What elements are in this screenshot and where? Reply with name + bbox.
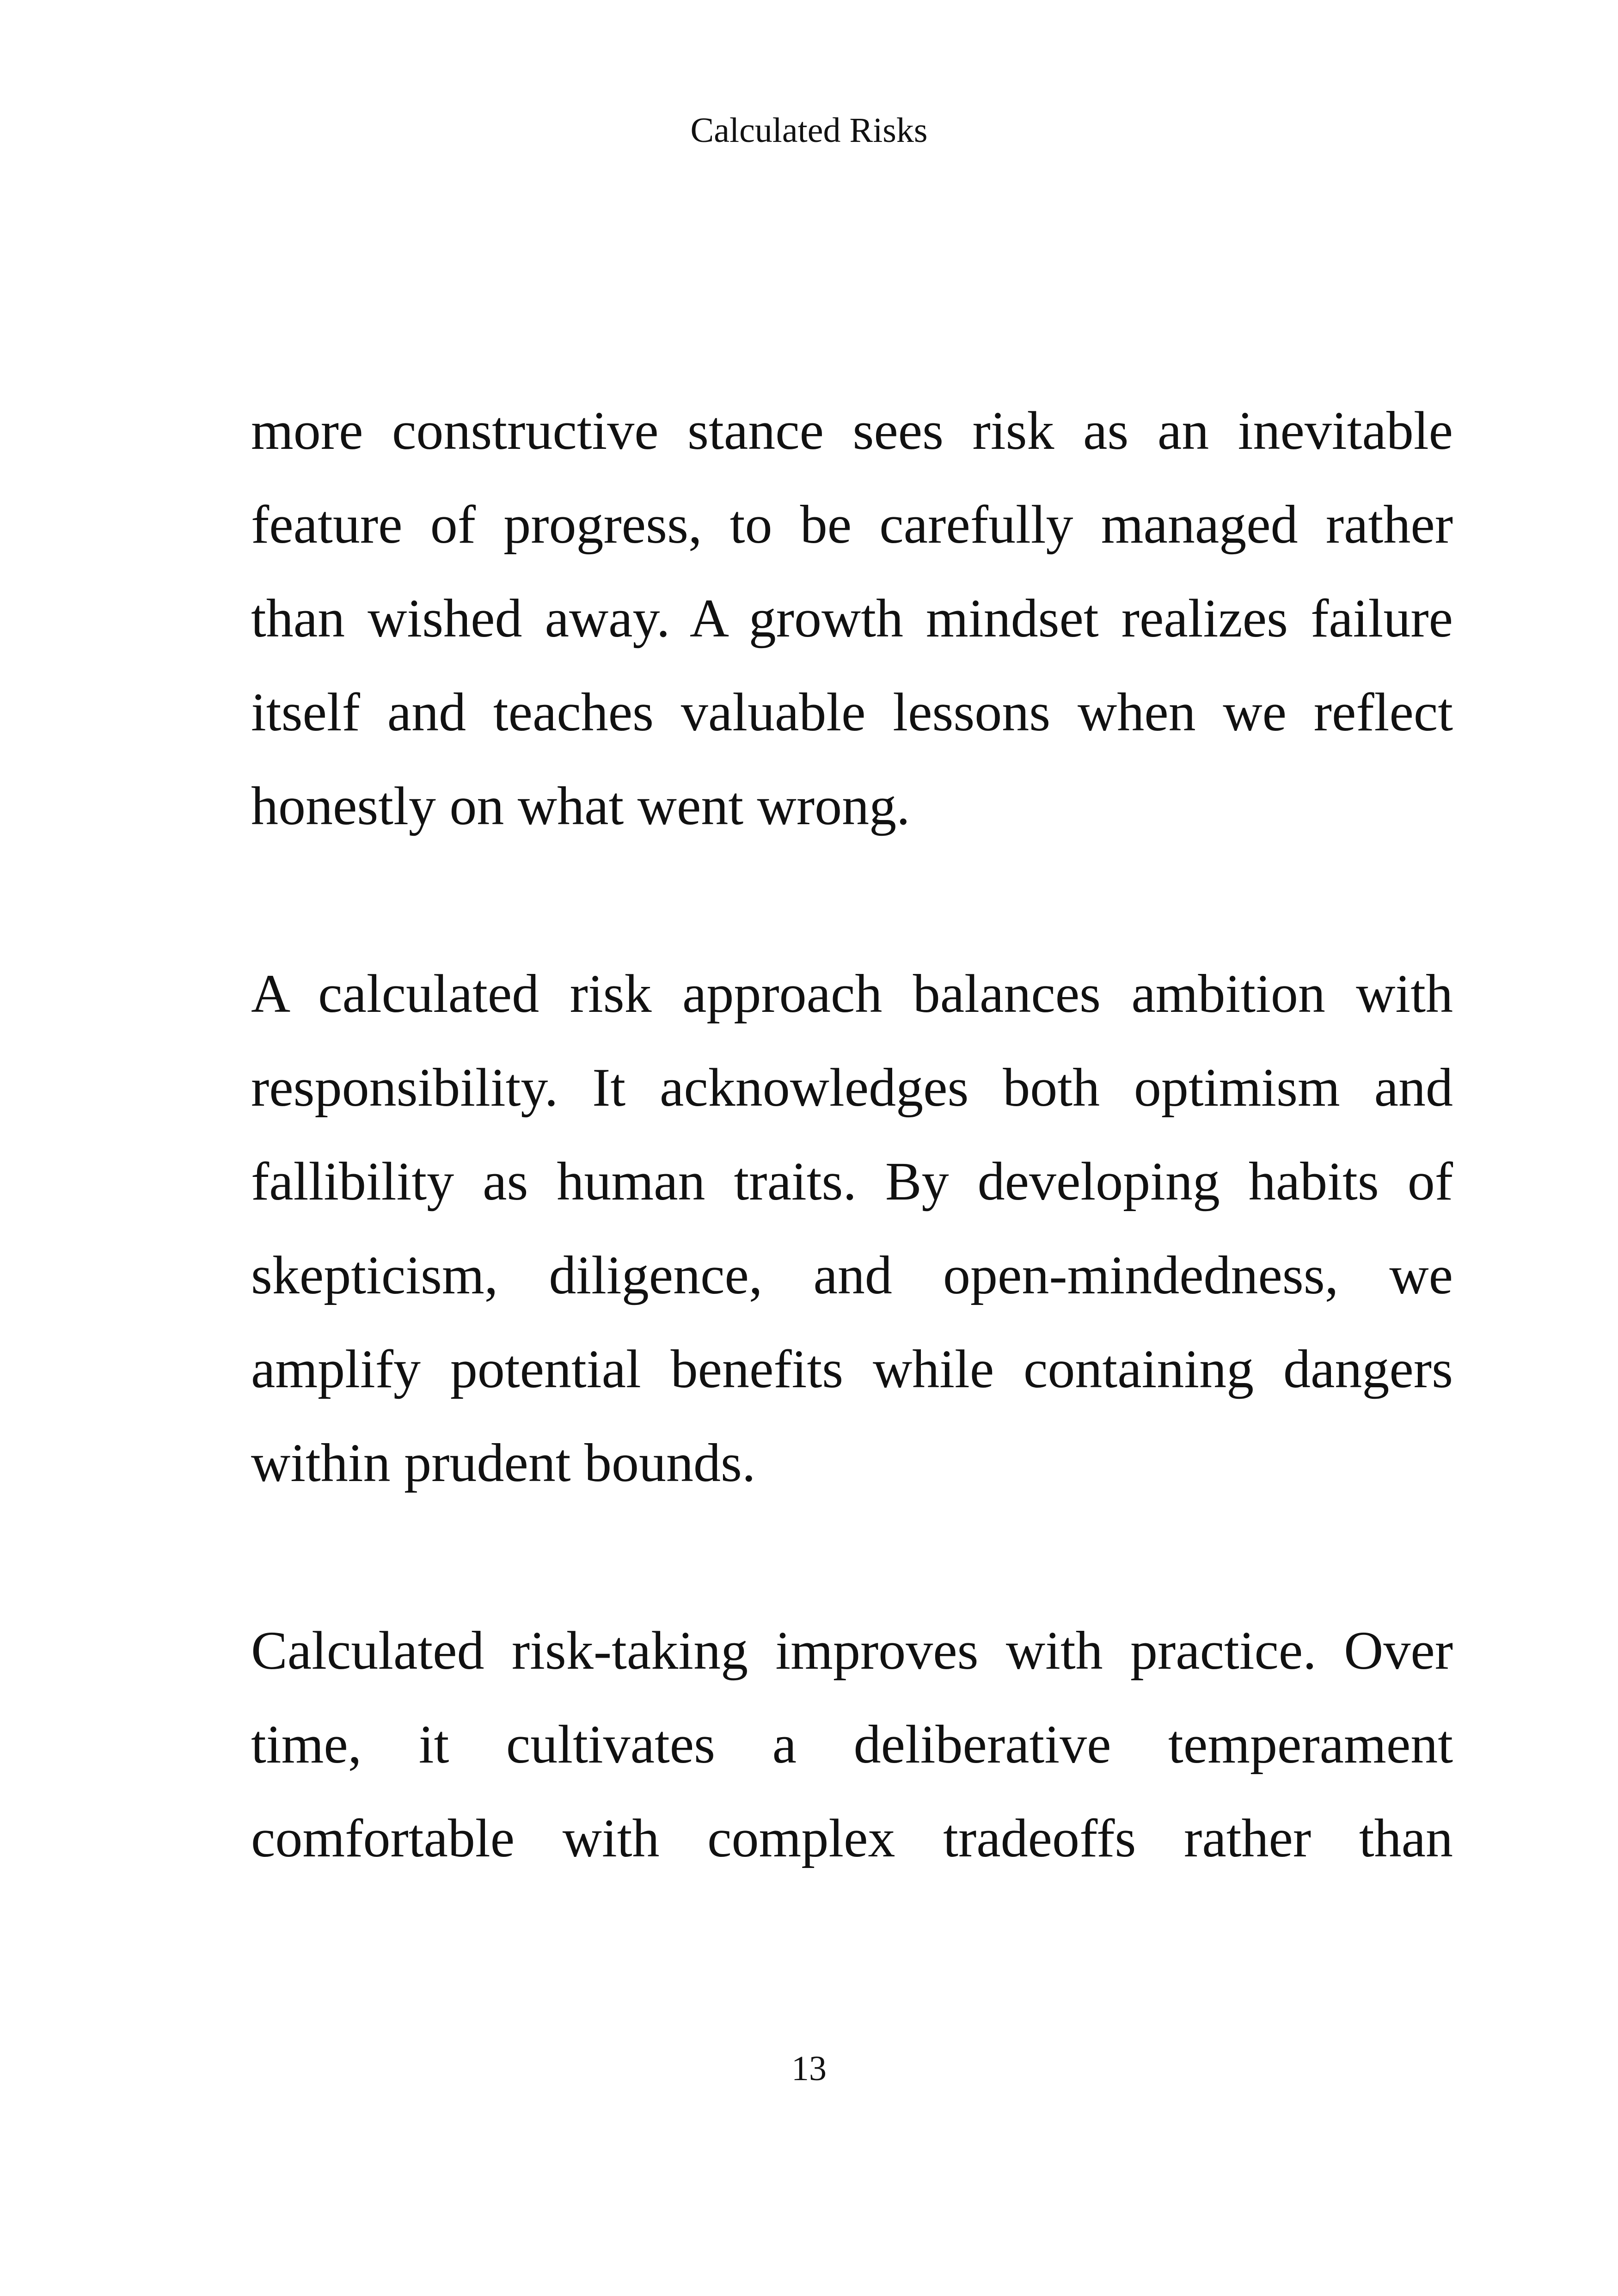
paragraph-1: more constructive stance sees risk as an inevitable feature of progress, to be carefully managed rather than wished away. A growth mindset realizes failure itself and teaches valuable lessons when we reflect honestly on what went wrong. bbox=[251, 400, 1453, 836]
body-text bbox=[251, 384, 1453, 1885]
paragraph-2: A calculated risk approach balances ambition with responsibility. It acknowledges both optimism and fallibility as human traits. By developing habits of skepticism, diligence, and open-mindedness, we amplify potential benefits while containing dangers within prudent bounds. bbox=[251, 963, 1453, 1493]
paragraph-3: Calculated risk-taking improves with practice. Over time, it cultivates a deliberative temperament comfortable with complex tradeoffs rather than bbox=[251, 1620, 1453, 1868]
running-header: Calculated Risks bbox=[690, 111, 928, 150]
page-number: 13 bbox=[791, 2049, 827, 2088]
